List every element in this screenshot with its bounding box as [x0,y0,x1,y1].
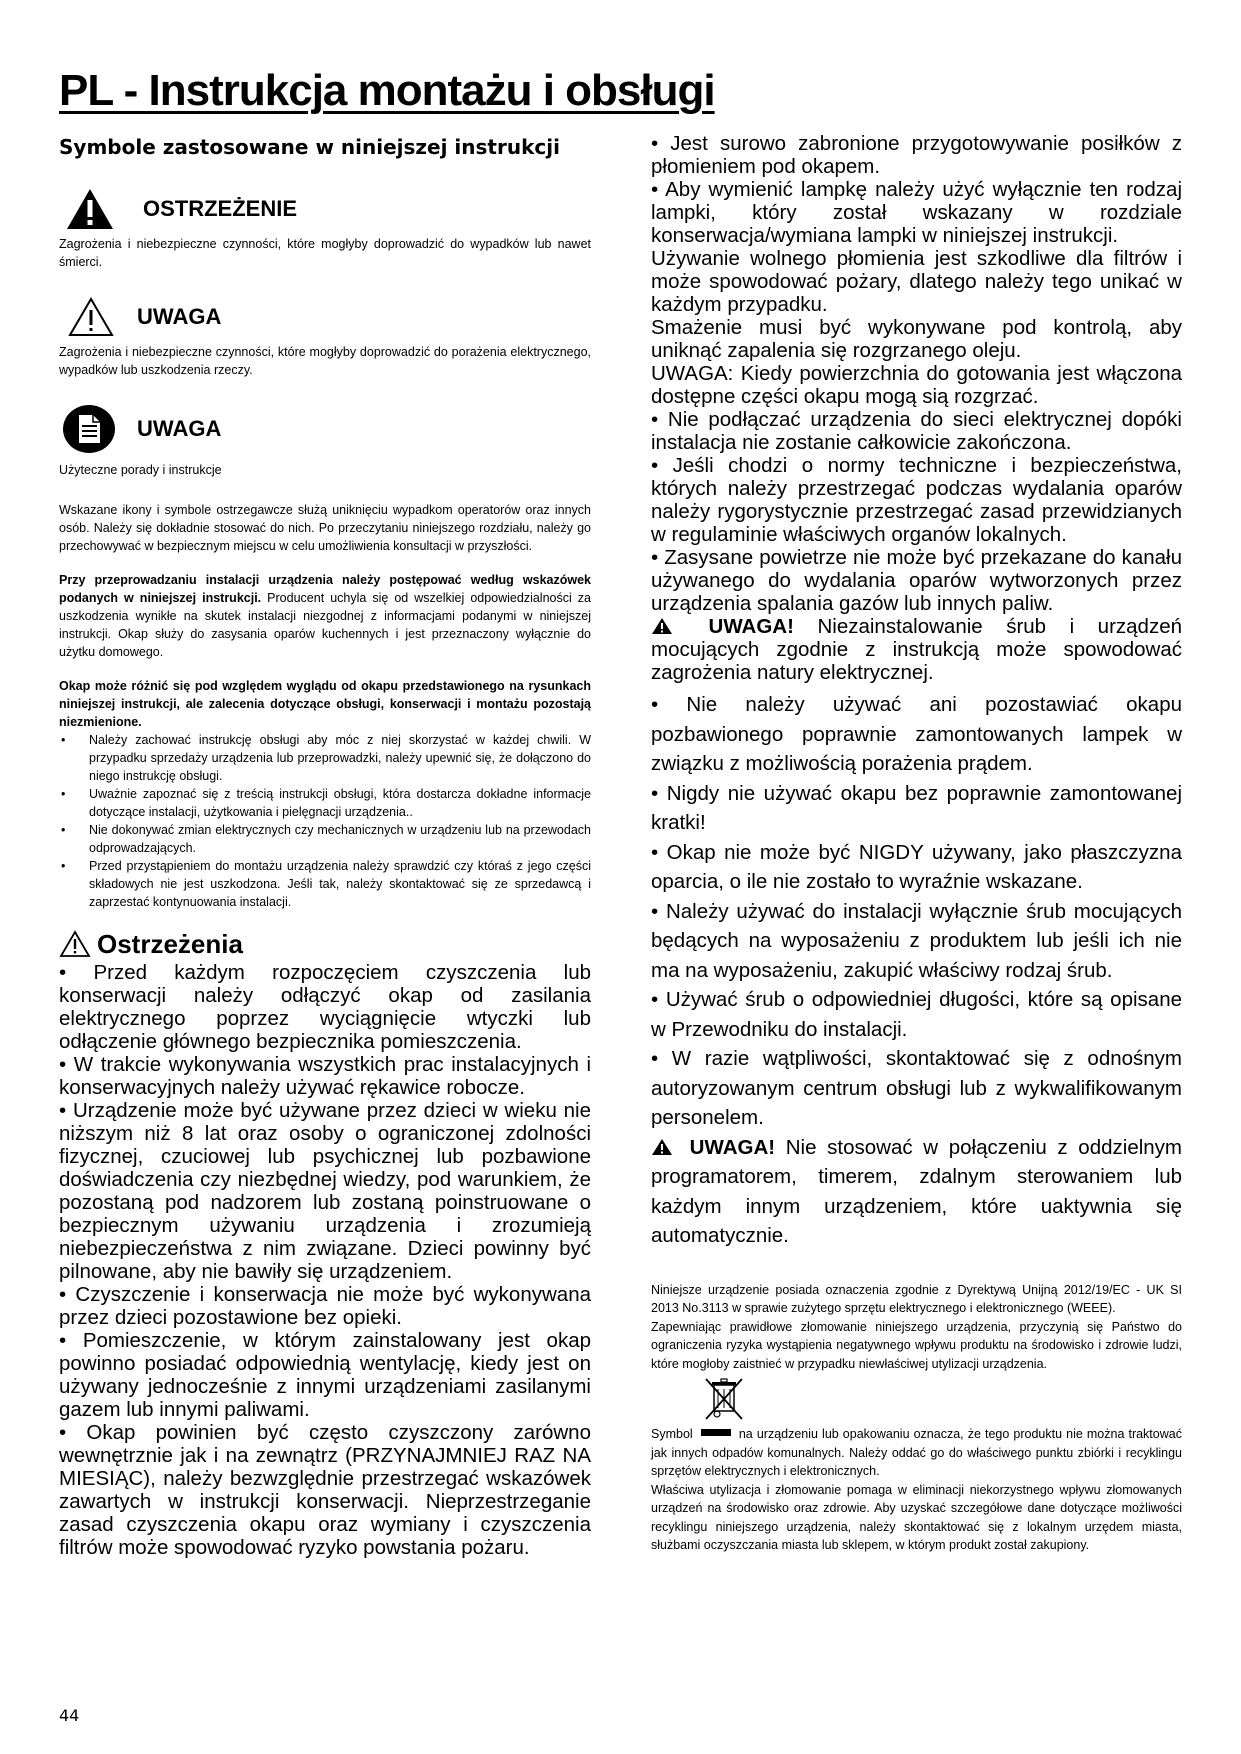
warning-label: OSTRZEŻENIE [143,196,298,221]
right-item: • Używać śrub o odpowiedniej długości, które są opisane w Przewodniku do instalacji. [651,988,1182,1041]
warning-triangle-outline-icon [59,930,91,958]
warning-triangle-filled-icon [65,187,115,231]
weee-paragraph-3 [651,1425,1182,1481]
right-item: UWAGA: Kiedy powierzchnia do gotowania jest włączona dostępne części okapu mogą sią rozgrzać. [651,362,1182,408]
intro-paragraph-1: Wskazane ikony i symbole ostrzegawcze służą uniknięciu wypadkom operatorów oraz innych osób. Należy się dokładnie stosować do nich. Po przeczytaniu niniejszego rozdziału, należy go przechowywać w bezpiecznym miejscu w celu umożliwienia konsultacji w przyszłości. [59,503,591,553]
warnings-heading: Ostrzeżenia [97,928,243,959]
warning-item: • Pomieszczenie, w którym zainstalowany jest okap powinno posiadać odpowiednią wentylację, kiedy jest on używany jednocześnie z innymi urządzeniami zasilanymi gazem lub innymi paliwami. [59,1329,591,1421]
right-item: • Należy używać do instalacji wyłącznie śrub mocujących będących na wyposażeniu z produktem lub jeśli ich nie ma na wyposażeniu, zakupić właściwy rodzaj śrub. [651,899,1182,982]
weee-paragraph-4: Właściwa utylizacja i złomowanie pomaga w eliminacji niekorzystnego wpływu złomowanych urządzeń na środowisko oraz zdrowie. Aby uzyskać szczegółowe dane dotyczące możliwości recyklingu niniejszego urządzenia, należy skontaktować się z lokalnym urzędem miasta, służbami oczyszczania miasta lub sklepem, w którym produkt został zakupiony. [651,1482,1182,1552]
right-item: Smażenie musi być wykonywane pod kontrolą, aby uniknąć zapalenia się rozgrzanego oleju. [651,316,1182,362]
warning-triangle-outline-icon [67,296,115,338]
uwaga-screws-text: Niezainstalowanie śrub i urządzeń mocujących zgodnie z instrukcją może spowodować zagrożenia natury elektrycznej. [651,615,1183,684]
warning-item: • Urządzenie może być używane przez dzieci w wieku nie niższym niż 8 lat oraz osoby o ograniczonej zdolności fizycznej, czuciowej lub psychicznej lub pozbawione doświadczenia czy niezbędnej wiedzy, pod warunkiem, że pozostaną pod nadzorem lub zostaną poinstruowane o bezpiecznym używaniu urządzenia i zrozumieją niebezpieczeństwa z nim związane. Dzieci powinny być pilnowane, aby nie bawiły się urządzeniem. [59,1099,591,1283]
left-column [59,135,591,1559]
page-title: PL - Instrukcja montażu i obsługi [59,66,715,115]
uwaga-timer-paragraph [651,1133,1182,1251]
symbols-heading: Symbole zastosowane w niniejszej instrukcji [59,135,560,159]
warning-item: • Przed każdym rozpoczęciem czyszczenia lub konserwacji należy odłączyć okap od zasilania elektrycznego poprzez wyciągnięcie wtyczki lub odłączenie głównego bezpiecznika pomieszczenia. [59,961,591,1053]
uwaga-timer-text: Nie stosować w połączeniu z oddzielnym programatorem, timerem, zdalnym sterowaniem lub każdym innym urządzeniem, które uaktywnia się automatycznie. [651,1135,1182,1247]
weee-paragraph-3-text: na urządzeniu lub opakowaniu oznacza, że tego produktu nie można traktować jak innych odpadów komunalnych. Należy oddać go do właściwego punktu zbiórki i recyklingu sprzętów elektrycznych i elektronicznych. [651,1427,1182,1478]
list-item: • Uważnie zapoznać się z treścią instrukcji obsługi, która dostarcza dokładne informacje dotyczące instalacji, użytkowania i pielęgnacji urządzenia.. [59,785,591,821]
right-item: Używanie wolnego płomienia jest szkodliwe dla filtrów i może spowodować pożary, dlatego należy tego unikać w każdym przypadku. [651,247,1182,316]
note-description: Użyteczne porady i instrukcje [59,463,222,477]
crossed-bin-icon [703,1377,745,1421]
note-symbol-row [59,401,591,457]
warning-item: • Czyszczenie i konserwacja nie może być wykonywana przez dzieci pozostawione bez opieki. [59,1283,591,1329]
caution-description: Zagrożenia i niebezpieczne czynności, które mogłyby doprowadzić do porażenia elektrycznego, wypadków lub uszkodzenia rzeczy. [59,345,591,377]
intro-paragraph-2-rest: Producent uchyla się od wszelkiej odpowiedzialności za uszkodzenia wynikłe na skutek instalacji niezgodnej z informacjami podanymi w niniejszej instrukcji. Okap służy do zasysania oparów kuchennych i jest przeznaczony wyłącznie do użytku domowego. [59,591,591,659]
note-label: UWAGA [137,416,222,441]
right-item: • Jest surowo zabronione przygotowywanie posiłków z płomieniem pod okapem. [651,132,1182,178]
warning-symbol-row [59,185,591,233]
page-number: 44 [59,1706,80,1725]
document-note-icon [61,403,117,455]
right-item: • Nie podłączać urządzenia do sieci elektrycznej dopóki instalacja nie zostanie całkowicie zakończona. [651,408,1182,454]
right-item: • Nigdy nie używać okapu bez poprawnie zamontowanej kratki! [651,781,1182,834]
list-item: • Należy zachować instrukcję obsługi aby móc z niej skorzystać w każdej chwili. W przypadku sprzedaży urządzenia lub przeprowadzki, należy upewnić się, że dołączono do niego instrukcję obsługi. [59,731,591,785]
caution-label: UWAGA [137,304,222,329]
right-item: • Okap nie może być NIGDY używany, jako płaszczyzna oparcia, o ile nie zostało to wyraźnie wskazane. [651,840,1182,893]
intro-paragraph-2-bold: Przy przeprowadzaniu instalacji urządzenia należy postępować według wskazówek podanych w niniejszej instrukcji. [59,573,591,605]
right-item: • Aby wymienić lampkę należy użyć wyłącznie ten rodzaj lampki, który został wskazany w rozdziale konserwacja/wymiana lampki w niniejszej instrukcji. [651,178,1182,247]
right-column [651,132,1182,1555]
warning-triangle-filled-icon [651,1138,673,1156]
list-item: • Nie dokonywać zmian elektrycznych czy mechanicznych w urządzeniu lub na przewodach odprowadzających. [59,821,591,857]
right-item: • Zasysane powietrze nie może być przekazane do kanału używanego do wydalania oparów wytworzonych przez urządzenia spalania gazów lub innych paliw. [651,546,1182,615]
right-item: • Nie należy używać ani pozostawiać okapu pozbawionego poprawnie zamontowanych lampek w związku z możliwością porażenia prądem. [651,693,1182,775]
weee-paragraph-1: Niniejsze urządzenie posiada oznaczenia zgodnie z Dyrektywą Unijną 2012/19/EC - UK SI 2013 No.3113 w sprawie zużytego sprzętu elektrycznego i elektronicznego (WEEE). [651,1282,1182,1315]
intro-paragraph-3 [59,677,591,731]
warning-description: Zagrożenia i niebezpieczne czynności, które mogłyby doprowadzić do wypadków lub nawet śmierci. [59,237,591,269]
intro-bullet-list [59,731,591,911]
warning-item: • W trakcie wykonywania wszystkich prac instalacyjnych i konserwacyjnych należy używać rękawice robocze. [59,1053,591,1099]
right-item: • Jeśli chodzi o normy techniczne i bezpieczeństwa, których należy przestrzegać podczas wydalania oparów należy rygorystycznie przestrzegać zasad przewidzianych w regulaminie właściwych organów lokalnych. [651,454,1182,546]
intro-paragraph-2 [59,571,591,661]
warnings-heading-row [59,927,591,961]
symbol-word: Symbol [651,1427,693,1441]
uwaga-screws-paragraph [651,615,1182,684]
right-item: • W razie wątpliwości, skontaktować się z odnośnym autoryzowanym centrum obsługi lub z wykwalifikowanym personelem. [651,1047,1182,1129]
uwaga-label: UWAGA! [689,1135,776,1159]
list-item: • Przed przystąpieniem do montażu urządzenia należy sprawdzić czy któraś z jego części składowych nie jest uszkodzona. Jeśli tak, należy skontaktować się ze sprzedawcą i zaprzestać kontynuowania instalacji. [59,857,591,911]
caution-symbol-row [59,293,591,341]
warning-triangle-filled-icon [651,617,673,635]
weee-paragraph-2: Zapewniając prawidłowe złomowanie niniejszego urządzenia, przyczynią się Państwo do ograniczenia ryzyka wystąpienia negatywnego wpływu produktu na środowisko i zdrowie ludzi, które mogłoby zaistnieć w przypadku niewłaściwej utylizacji urządzenia. [651,1319,1182,1371]
uwaga-label: UWAGA! [708,615,794,638]
warning-item: • Okap powinien być często czyszczony zarówno wewnętrznie jak i na zewnątrz (PRZYNAJMNIEJ RAZ NA MIESIĄC), należy bezwzględnie przestrzegać wskazówek zawartych w instrukcji konserwacji. Nieprzestrzeganie zasad czyszczenia okapu oraz wymiany i czyszczenia filtrów może spowodować ryzyko powstania pożaru. [59,1421,591,1559]
black-bar-symbol [701,1429,731,1436]
intro-paragraph-3-bold: Okap może różnić się pod względem wyglądu od okapu przedstawionego na rysunkach niniejszej instrukcji, ale zalecenia dotyczące obsługi, konserwacji i montażu pozostają niezmienione. [59,679,591,729]
